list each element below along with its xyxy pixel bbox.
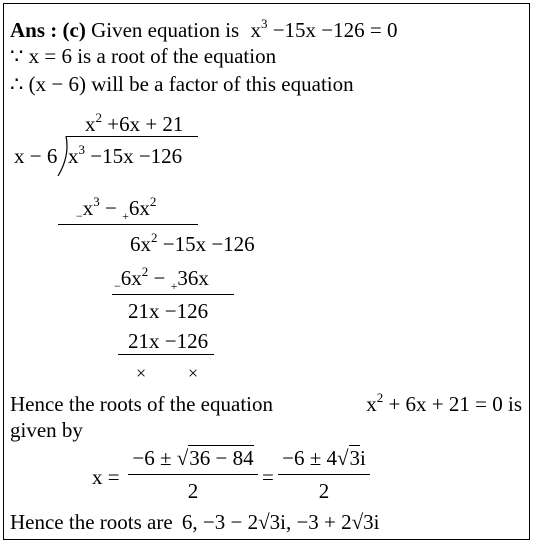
- fraction-1-numerator: −6 ± √36 − 84: [132, 446, 254, 470]
- remainder-1: $6x^2 -15x -126$: [130, 230, 255, 256]
- given-text: Given equation is: [91, 18, 240, 42]
- cancel-mark-1: ×: [136, 363, 147, 383]
- fraction-2: [278, 448, 370, 502]
- hence-line-1: Hence the roots of the equation $x^2 + 6x + 21 = 0$ is: [10, 390, 522, 416]
- answer-line: [10, 16, 398, 42]
- division-bar: [66, 136, 198, 137]
- step-1-bar: [58, 224, 198, 225]
- roots-list: 6, −3 − 2√3i, −3 + 2√3i: [181, 510, 380, 534]
- quotient: $x^2 +6x + 21$: [85, 110, 184, 136]
- hence-line-2: given by: [10, 418, 83, 442]
- remainder-2: 21x −126: [128, 299, 209, 323]
- answer-label: Ans : (c): [10, 18, 86, 42]
- divisor: x − 6: [14, 144, 58, 168]
- formula-equals: =: [262, 465, 274, 489]
- therefore-line: ∴ (x − 6) will be a factor of this equation: [10, 72, 354, 96]
- fraction-2-denominator: 2: [318, 479, 330, 503]
- step-2-bar: [112, 294, 234, 295]
- quadratic-equation: $x^2 + 6x + 21 = 0$ is: [366, 390, 522, 416]
- step-3-bar: [118, 354, 214, 355]
- given-equation: $x^3 -15x -126 = 0$: [250, 16, 398, 42]
- subtraction-step-3: 21x −126: [128, 329, 209, 353]
- formula-lhs: x =: [92, 465, 120, 489]
- cancel-mark-2: ×: [188, 363, 199, 383]
- dividend: $x^3 -15x -126$: [68, 142, 183, 168]
- final-line: Hence the roots are 6, −3 − 2√3i, −3 + 2√3i: [10, 510, 380, 534]
- subtraction-step-2: $_-6x^2 - _+36x$: [114, 264, 209, 293]
- fraction-1: [128, 448, 258, 502]
- fraction-2-numerator: −6 ± 4√3i: [282, 446, 366, 470]
- fraction-1-denominator: 2: [187, 479, 199, 503]
- because-line: ∵ x = 6 is a root of the equation: [10, 44, 277, 68]
- subtraction-step-1: $_-x^3 - _+6x^2$: [76, 194, 157, 223]
